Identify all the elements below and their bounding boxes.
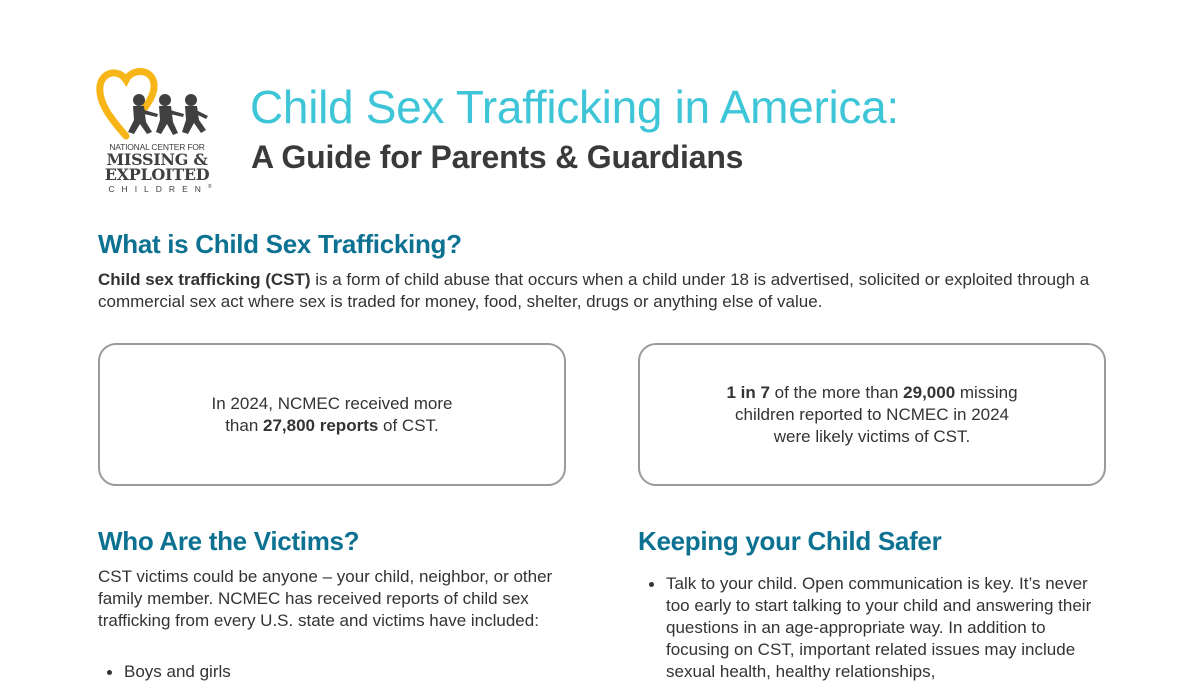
ncmec-logo <box>96 66 218 198</box>
section-heading-what-is: What is Child Sex Trafficking? <box>98 229 462 259</box>
list-item: Talk to your child. Open communication is key. It’s never too early to start talking to your child and answering their questions in an age-appropriate way. In addition to focusing on CST, important related issues may include sexual health, healthy relationships, <box>640 573 1100 683</box>
stat-missing-count: 29,000 <box>903 382 956 402</box>
heart-with-children-icon <box>96 66 218 144</box>
stat-text-reports <box>197 393 467 437</box>
logo-children-text: CHILDREN <box>108 183 208 194</box>
stat-box-reports <box>98 343 566 486</box>
definition-text: is a form of child abuse that occurs when a child under 18 is advertised, solicited or exploited through a commercial sex act where sex is traded for money, food, shelter, drugs or anything else of value. <box>98 270 1090 311</box>
registered-mark: ® <box>207 184 212 190</box>
logo-line-exploited: EXPLOITED <box>104 165 210 184</box>
stat-box-missing <box>638 343 1106 486</box>
stat-reports-post: of CST. <box>378 415 439 435</box>
list-item: Boys and girls <box>98 661 558 683</box>
victims-list <box>98 661 558 683</box>
definition-paragraph <box>98 269 1098 313</box>
stat-text-missing <box>717 382 1027 448</box>
stat-reports-pre: In 2024, NCMEC received more than <box>211 393 453 435</box>
definition-term: Child sex trafficking (CST) <box>98 270 311 289</box>
safer-list <box>640 573 1100 683</box>
logo-line-missing: MISSING & <box>106 150 208 169</box>
page-subtitle: A Guide for Parents & Guardians <box>251 139 744 175</box>
victims-intro: CST victims could be anyone – your child, neighbor, or other family member. NCMEC has received reports of child sex trafficking from every U.S. state and victims have included: <box>98 567 553 630</box>
section-heading-safer: Keeping your Child Safer <box>638 526 942 556</box>
stat-missing-post: missing children reported to NCMEC in 2024 were likely victims of CST. <box>734 382 1018 446</box>
page-title: Child Sex Trafficking in America: <box>250 81 899 133</box>
section-heading-victims: Who Are the Victims? <box>98 526 360 556</box>
stat-missing-mid: of the more than <box>769 382 904 402</box>
stat-ratio-value: 1 in 7 <box>726 382 770 402</box>
stat-reports-value: 27,800 reports <box>263 415 379 435</box>
logo-line-children <box>96 182 218 195</box>
logo-wordmark <box>96 142 218 195</box>
logo-line-national-center: NATIONAL CENTER FOR <box>109 142 205 152</box>
